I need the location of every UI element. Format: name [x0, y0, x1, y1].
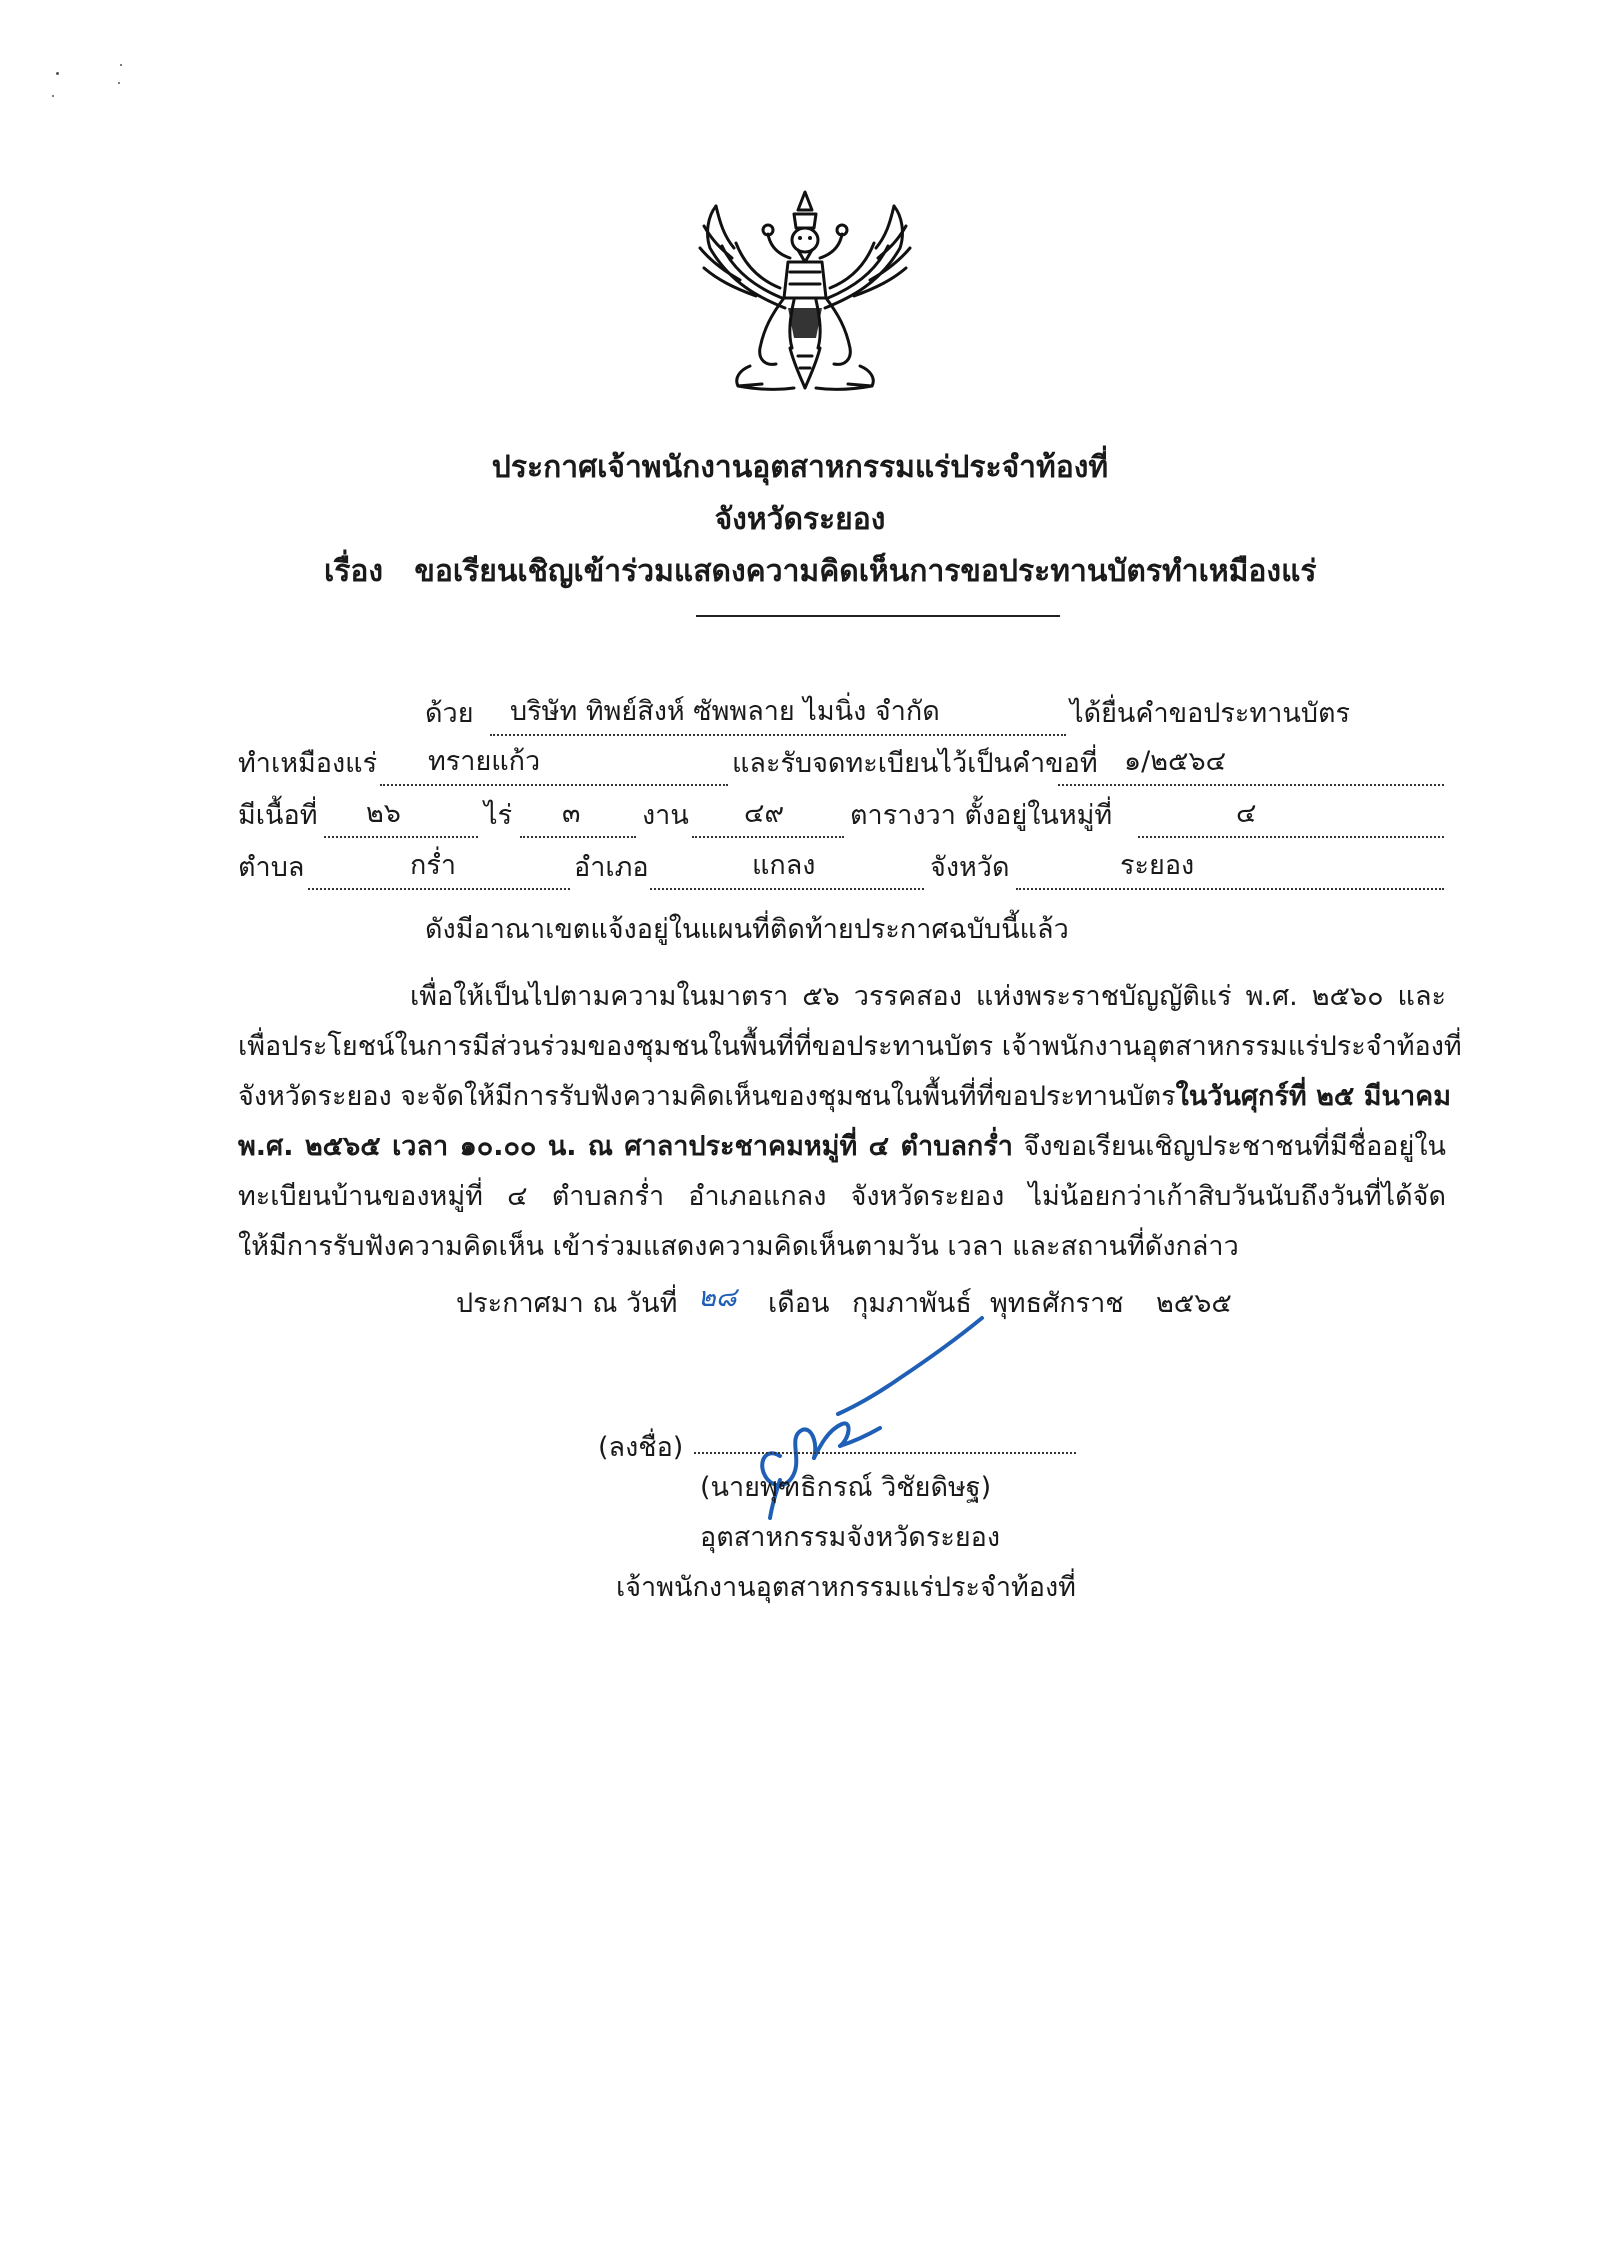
scan-speck — [52, 95, 54, 97]
meeting-date: ในวันศุกร์ที่ ๒๕ มีนาคม — [1175, 1081, 1451, 1112]
tambon-label: ตำบล — [238, 852, 305, 883]
wah-value: ๔๙ — [744, 798, 785, 829]
area-label: มีเนื้อที่ — [238, 800, 318, 831]
announce-year: ๒๕๖๕ — [1156, 1288, 1232, 1319]
wah-label: ตารางวา ตั้งอยู่ในหมู่ที่ — [850, 800, 1113, 831]
mine-label: ทำเหมืองแร่ — [238, 748, 378, 779]
announcement-title: ประกาศเจ้าพนักงานอุตสาหกรรมแร่ประจำท้องที่ — [491, 450, 1109, 485]
moo-value: ๔ — [1236, 798, 1257, 829]
province-label: จังหวัด — [930, 852, 1010, 883]
paragraph-line-4-text: จึงขอเรียนเชิญประชาชนที่มีชื่ออยู่ใน — [1012, 1131, 1446, 1162]
registered-text: และรับจดทะเบียนไว้เป็นคำขอที่ — [732, 748, 1098, 779]
ngan-value: ๓ — [562, 798, 581, 829]
tambon-value: กร่ำ — [410, 850, 457, 881]
province-field — [1016, 850, 1444, 890]
subject-text: ขอเรียนเชิญเข้าร่วมแสดงความคิดเห็นการขอประทานบัตรทำเหมืองแร่ — [414, 554, 1317, 589]
paragraph-line-6: ให้มีการรับฟังความคิดเห็น เข้าร่วมแสดงความคิดเห็นตามวัน เวลา และสถานที่ดังกล่าว — [238, 1231, 1239, 1262]
announce-day: ๒๘ — [698, 1282, 737, 1313]
announce-prefix: ประกาศมา ณ วันที่ — [456, 1288, 678, 1319]
by-label: ด้วย — [425, 698, 474, 729]
subject-label: เรื่อง — [324, 554, 384, 589]
paragraph-line-4 — [238, 1122, 1446, 1172]
rai-value: ๒๖ — [366, 798, 401, 829]
province-value: ระยอง — [1120, 850, 1195, 881]
province-title: จังหวัดระยอง — [714, 502, 886, 537]
title-divider — [696, 615, 1060, 617]
scan-speck — [118, 82, 120, 84]
paragraph-line-5: ทะเบียนบ้านของหมู่ที่ ๔ ตำบลกร่ำ อำเภอแกลง จังหวัดระยอง ไม่น้อยกว่าเก้าสิบวันนับถึงวันที่ได้จัด — [238, 1181, 1446, 1212]
subject-line — [324, 552, 1317, 592]
announce-year-label: พุทธศักราช — [990, 1288, 1124, 1319]
filed-text: ได้ยื่นคำขอประทานบัตร — [1070, 698, 1351, 729]
request-no-value: ๑/๒๕๖๔ — [1124, 746, 1227, 777]
boundary-text: ดังมีอาณาเขตแจ้งอยู่ในแผนที่ติดท้ายประกาศฉบับนี้แล้ว — [425, 914, 1069, 945]
announce-month: กุมภาพันธ์ — [852, 1288, 972, 1319]
scan-speck — [56, 72, 59, 75]
signer-position-2: เจ้าพนักงานอุตสาหกรรมแร่ประจำท้องที่ — [616, 1572, 1076, 1603]
ngan-label: งาน — [642, 800, 689, 831]
moo-field — [1138, 798, 1444, 838]
paragraph-line-1: เพื่อให้เป็นไปตามความในมาตรา ๕๖ วรรคสอง แห่งพระราชบัญญัติแร่ พ.ศ. ๒๕๖๐ และ — [410, 981, 1446, 1012]
request-no-field — [1058, 746, 1444, 786]
company-value: บริษัท ทิพย์สิงห์ ซัพพลาย ไมนิ่ง จำกัด — [510, 696, 940, 727]
paragraph-line-3 — [238, 1072, 1451, 1122]
paragraph-line-3-text: จังหวัดระยอง จะจัดให้มีการรับฟังความคิดเห็นของชุมชนในพื้นที่ที่ขอประทานบัตร — [238, 1081, 1176, 1112]
rai-field — [324, 798, 478, 838]
signature-line — [694, 1452, 1076, 1454]
signer-position-1: อุตสาหกรรมจังหวัดระยอง — [700, 1522, 1001, 1553]
garuda-emblem-icon — [690, 188, 920, 398]
announce-month-label: เดือน — [768, 1288, 830, 1319]
meeting-time-place: พ.ศ. ๒๕๖๕ เวลา ๑๐.๐๐ น. ณ ศาลาประชาคมหมู่ที่ ๔ ตำบลกร่ำ — [238, 1131, 1013, 1162]
scan-speck — [120, 64, 122, 66]
amphoe-value: แกลง — [752, 850, 816, 881]
signed-label: (ลงชื่อ) — [598, 1432, 684, 1463]
signer-name: (นายพุฑธิกรณ์ วิชัยดิษฐ) — [700, 1472, 992, 1503]
rai-label: ไร่ — [484, 800, 513, 831]
amphoe-label: อำเภอ — [574, 852, 649, 883]
mineral-value: ทรายแก้ว — [428, 746, 541, 777]
paragraph-line-2: เพื่อประโยชน์ในการมีส่วนร่วมของชุมชนในพื้นที่ที่ขอประทานบัตร เจ้าพนักงานอุตสาหกรรมแร่ประจำท้องที่ — [238, 1031, 1462, 1062]
